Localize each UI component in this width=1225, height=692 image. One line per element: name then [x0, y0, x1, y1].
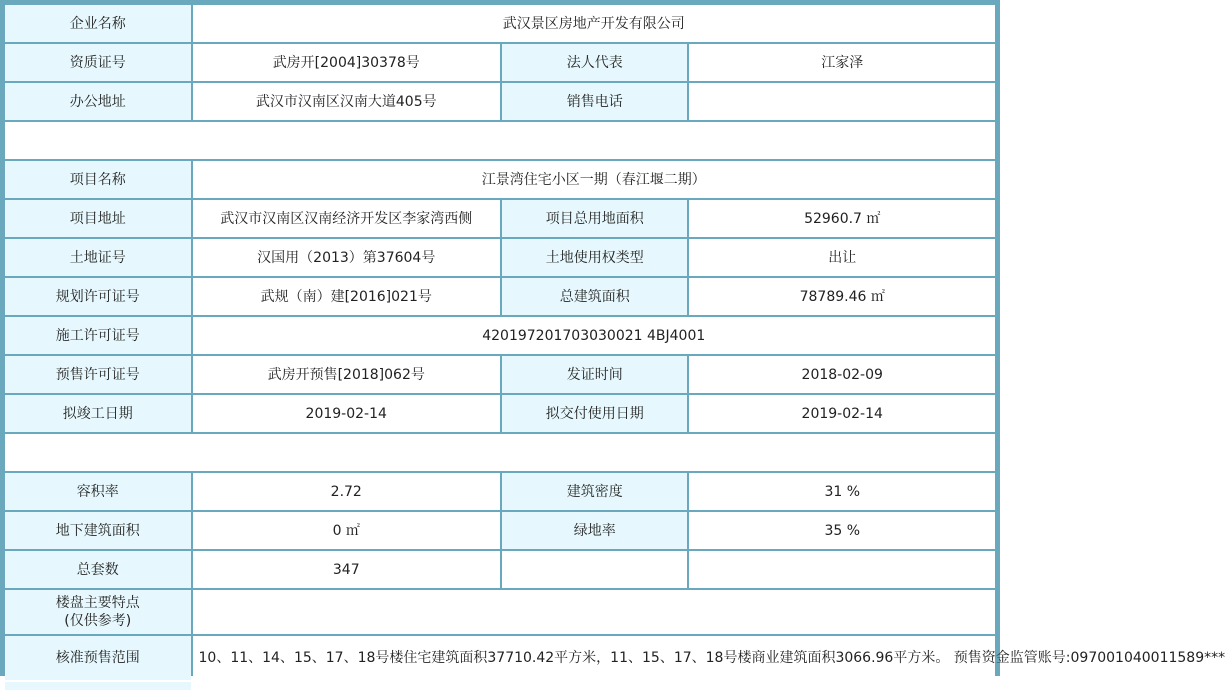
section-separator-2: [5, 434, 995, 471]
sales-phone-label: 销售电话: [502, 83, 688, 120]
row-presale-scope: [5, 636, 995, 680]
empty-cell: [689, 551, 995, 588]
project-name-label: 项目名称: [5, 161, 191, 198]
empty-cell: [502, 551, 688, 588]
qualification-label: 资质证号: [5, 44, 191, 81]
plot-ratio-value: 2.72: [193, 473, 500, 510]
project-address-label: 项目地址: [5, 200, 191, 237]
construction-permit-label: 施工许可证号: [5, 317, 191, 354]
row-construction-permit: [5, 317, 995, 354]
features-value: [193, 590, 996, 634]
features-label-line2: (仅供参考): [64, 613, 132, 629]
land-area-label: 项目总用地面积: [502, 200, 688, 237]
issue-date-label: 发证时间: [502, 356, 688, 393]
presale-scope-value: 10、11、14、15、17、18号楼住宅建筑面积37710.42平方米，11、15、17、18号楼商业建筑面积3066.96平方米。 预售资金监管账号:097001040011589***: [193, 636, 996, 680]
plot-ratio-label: 容积率: [5, 473, 191, 510]
cut-off-cell: [5, 682, 191, 690]
features-label-line1: 楼盘主要特点: [55, 595, 140, 611]
project-address-value: 武汉市汉南区汉南经济开发区李家湾西侧: [193, 200, 500, 237]
row-qualification: [5, 44, 995, 81]
land-cert-label: 土地证号: [5, 239, 191, 276]
project-info-table: [3, 3, 1225, 692]
land-use-type-value: 出让: [689, 239, 995, 276]
land-use-type-label: 土地使用权类型: [502, 239, 688, 276]
row-total-units: [5, 551, 995, 588]
total-units-label: 总套数: [5, 551, 191, 588]
row-developer-name: [5, 5, 995, 42]
section-gap: [5, 122, 995, 159]
row-land-cert: [5, 239, 995, 276]
sales-phone-value: [689, 83, 995, 120]
land-cert-value: 汉国用（2013）第37604号: [193, 239, 500, 276]
presale-permit-value: 武房开预售[2018]062号: [193, 356, 500, 393]
planning-permit-label: 规划许可证号: [5, 278, 191, 315]
row-project-address: [5, 200, 995, 237]
total-floor-area-value: 78789.46 ㎡: [689, 278, 995, 315]
total-floor-area-label: 总建筑面积: [502, 278, 688, 315]
row-planning-permit: [5, 278, 995, 315]
legal-rep-value: 江家泽: [689, 44, 995, 81]
row-underground: [5, 512, 995, 549]
office-address-value: 武汉市汉南区汉南大道405号: [193, 83, 500, 120]
green-ratio-value: 35 %: [689, 512, 995, 549]
row-office: [5, 83, 995, 120]
presale-permit-label: 预售许可证号: [5, 356, 191, 393]
total-units-value: 347: [193, 551, 500, 588]
construction-permit-value: 420197201703030021 4BJ4001: [193, 317, 996, 354]
legal-rep-label: 法人代表: [502, 44, 688, 81]
delivery-date-value: 2019-02-14: [689, 395, 995, 432]
section-separator-1: [5, 122, 995, 159]
row-features: [5, 590, 995, 634]
section-gap: [5, 434, 995, 471]
cut-off-cell: [193, 682, 996, 690]
presale-scope-label: 核准预售范围: [5, 636, 191, 680]
land-area-value: 52960.7 ㎡: [689, 200, 995, 237]
building-density-value: 31 %: [689, 473, 995, 510]
developer-name-value: 武汉景区房地产开发有限公司: [193, 5, 996, 42]
underground-area-value: 0 ㎡: [193, 512, 500, 549]
building-density-label: 建筑密度: [502, 473, 688, 510]
developer-name-label: 企业名称: [5, 5, 191, 42]
row-project-name: [5, 161, 995, 198]
completion-date-value: 2019-02-14: [193, 395, 500, 432]
office-address-label: 办公地址: [5, 83, 191, 120]
planning-permit-value: 武规（南）建[2016]021号: [193, 278, 500, 315]
row-plot-ratio: [5, 473, 995, 510]
completion-date-label: 拟竣工日期: [5, 395, 191, 432]
row-dates: [5, 395, 995, 432]
green-ratio-label: 绿地率: [502, 512, 688, 549]
issue-date-value: 2018-02-09: [689, 356, 995, 393]
underground-area-label: 地下建筑面积: [5, 512, 191, 549]
qualification-value: 武房开[2004]30378号: [193, 44, 500, 81]
row-cut-off: [5, 682, 995, 690]
delivery-date-label: 拟交付使用日期: [502, 395, 688, 432]
features-label: [5, 590, 191, 634]
project-name-value: 江景湾住宅小区一期（春江堰二期）: [193, 161, 996, 198]
row-presale-permit: [5, 356, 995, 393]
